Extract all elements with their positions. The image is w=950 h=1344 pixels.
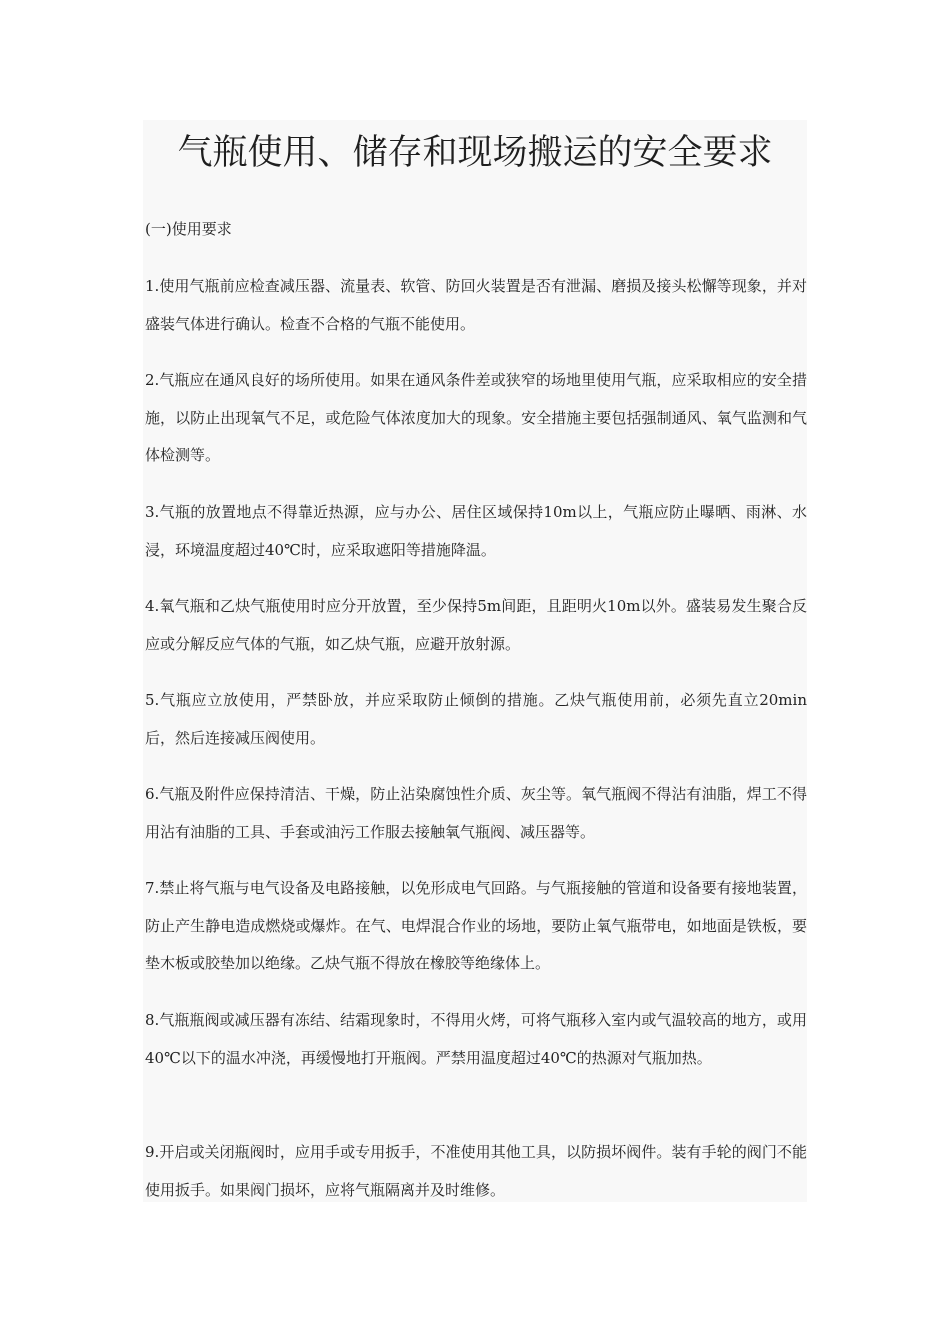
paragraph-7: 7.禁止将气瓶与电气设备及电路接触，以免形成电气回路。与气瓶接触的管道和设备要有接地装置，防止产生静电造成燃烧或爆炸。在气、电焊混合作业的场地，要防止氧气瓶带电，如地面是铁板，要垫木板或胶垫加以绝缘。乙炔气瓶不得放在橡胶等绝缘体上。 [145,879,807,972]
paragraph-9: 9.开启或关闭瓶阀时，应用手或专用扳手，不准使用其他工具，以防损坏阀件。装有手轮的阀门不能使用扳手。如果阀门损坏，应将气瓶隔离并及时维修。 [145,1143,807,1199]
paragraph-8: 8.气瓶瓶阀或减压器有冻结、结霜现象时，不得用火烤，可将气瓶移入室内或气温较高的地方，或用40℃以下的温水冲浇，再缓慢地打开瓶阀。严禁用温度超过40℃的热源对气瓶加热。 [145,1011,807,1067]
paragraph-1: 1.使用气瓶前应检查减压器、流量表、软管、防回火装置是否有泄漏、磨损及接头松懈等现象，并对盛装气体进行确认。检查不合格的气瓶不能使用。 [145,277,807,333]
paragraph-4: 4.氧气瓶和乙炔气瓶使用时应分开放置，至少保持5m间距，且距明火10m以外。盛装易发生聚合反应或分解反应气体的气瓶，如乙炔气瓶，应避开放射源。 [145,597,807,653]
paragraph-3: 3.气瓶的放置地点不得靠近热源，应与办公、居住区域保持10m以上，气瓶应防止曝晒、雨淋、水浸，环境温度超过40℃时，应采取遮阳等措施降温。 [145,503,807,559]
paragraph-2: 2.气瓶应在通风良好的场所使用。如果在通风条件差或狭窄的场地里使用气瓶，应采取相应的安全措施，以防止出现氧气不足，或危险气体浓度加大的现象。安全措施主要包括强制通风、氧气监测和气体检测等。 [145,371,807,464]
paragraph-5: 5.气瓶应立放使用，严禁卧放，并应采取防止倾倒的措施。乙炔气瓶使用前，必须先直立20min后，然后连接减压阀使用。 [145,691,807,747]
document-title: 气瓶使用、储存和现场搬运的安全要求 [177,133,773,173]
section-heading: (一)使用要求 [145,220,232,238]
paragraph-6: 6.气瓶及附件应保持清洁、干燥，防止沾染腐蚀性介质、灰尘等。氧气瓶阀不得沾有油脂，焊工不得用沾有油脂的工具、手套或油污工作服去接触氧气瓶阀、减压器等。 [145,785,807,841]
